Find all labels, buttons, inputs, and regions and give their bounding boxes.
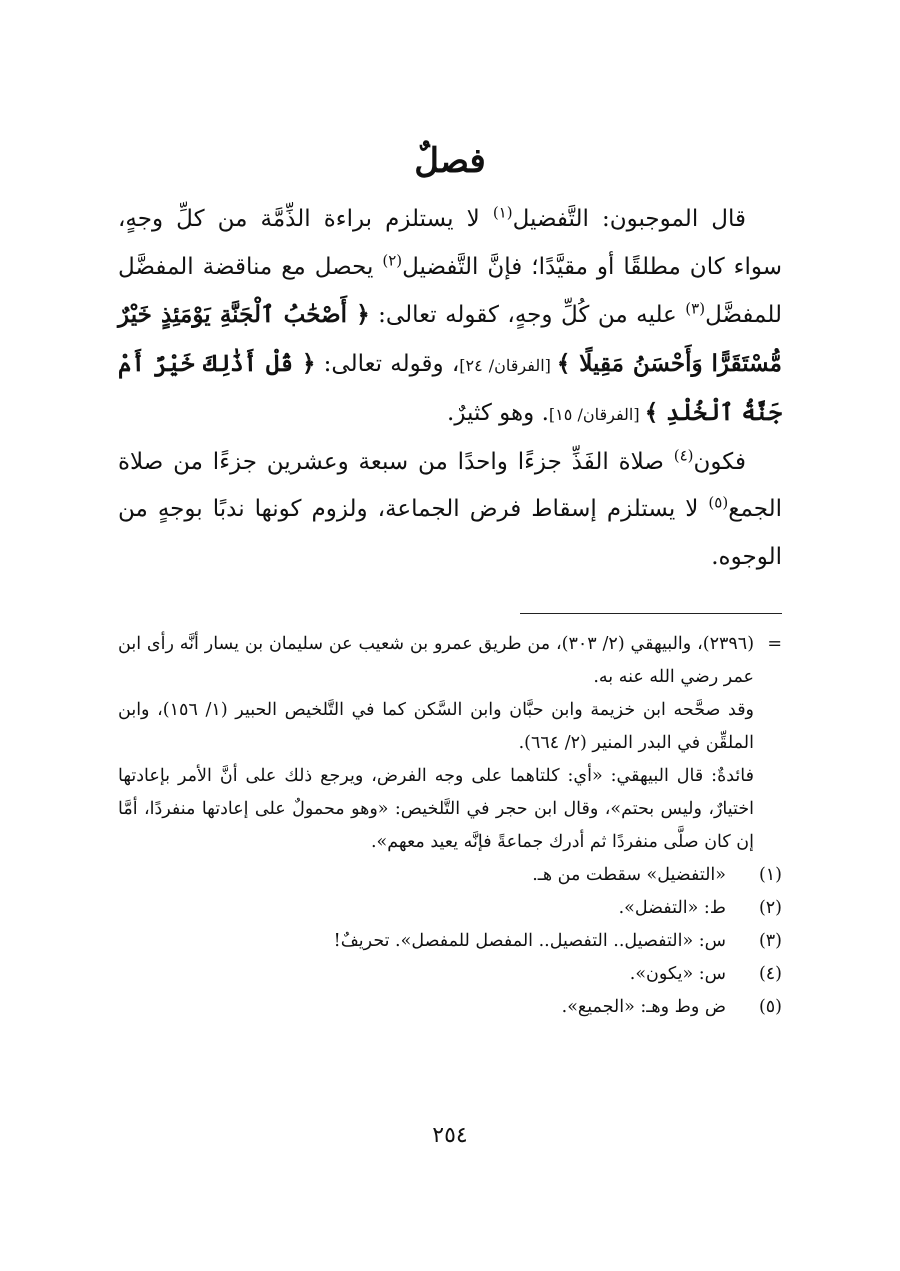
footnote-paragraph: وقد صحَّحه ابن خزيمة وابن حبَّان وابن السَّكن كما في التَّلخيص الحبير (١/ ١٥٦)، وابن الملقِّن في البدر المنير (٢/ ٦٦٤). <box>118 700 755 753</box>
footnote-text: س: «يكون». <box>629 964 726 984</box>
footnote-separator <box>520 613 782 614</box>
footnote-paragraph: (٢٣٩٦)، والبيهقي (٢/ ٣٠٣)، من طريق عمرو بن شعيب عن سليمان بن يسار أنَّه رأى ابن عمر رضي الله عنه به. <box>118 634 755 687</box>
text-run: لا يستلزم براءة الذِّمَّة من كلِّ وجهٍ، سواء كان مطلقًا أو مقيَّدًا؛ فإنَّ التَّفضيل <box>118 206 782 280</box>
continuation-mark: = <box>767 634 782 654</box>
footnote-continuation <box>118 628 782 859</box>
footnote-text: ض وط وهـ: «الجميع». <box>561 997 726 1017</box>
quran-verse: ﴿ أَصْحَٰبُ ٱلْجَنَّةِ يَوْمَئِذٍ خَيْرٌ مُّسْتَقَرًّا وَأَحْسَنُ مَقِيلًا ﴾ <box>118 301 782 377</box>
footnote-text: ط: «التفضل». <box>618 898 726 918</box>
footnote-number: (٤) <box>758 964 782 984</box>
text-run: ، وقوله تعالى: <box>315 350 460 377</box>
text-run: صلاة الفَذِّ جزءًا واحدًا من سبعة وعشرين جزءًا من صلاة الجمع <box>118 448 782 522</box>
footnote-text: س: «التفصيل.. التفصيل.. المفصل للمفصل». تحريفٌ! <box>333 931 726 951</box>
footnote-ref: (٥) <box>708 493 729 512</box>
page-number: ٢٥٤ <box>432 1123 468 1148</box>
footnote-ref: (٣) <box>685 299 706 318</box>
text-run: يحصل مع مناقضة المفضَّل للمفضَّل <box>118 253 782 328</box>
quran-verse: ﴿ قُلْ أَذَٰلِكَ خَيْرٌ أَمْ جَنَّةُ ٱلْخُلْدِ ﴾ <box>118 349 782 426</box>
verse-reference: [الفرقان/ ١٥] <box>548 405 645 424</box>
footnote-ref: (١) <box>492 203 513 222</box>
footnote-number: (١) <box>758 865 782 885</box>
footnote-number: (٢) <box>758 898 782 918</box>
footnote <box>118 991 782 1024</box>
text-run: قال الموجبون: التَّفضيل <box>512 206 746 232</box>
footnotes <box>118 628 782 1024</box>
verse-reference: [الفرقان/ ٢٤] <box>459 355 557 375</box>
text-run: فكون <box>693 448 746 475</box>
text-run: . وهو كثيرٌ. <box>447 400 549 426</box>
footnote-ref: (٤) <box>673 445 694 464</box>
footnote <box>118 892 782 925</box>
footnote-paragraph: فائدةٌ: قال البيهقي: «أي: كلتاهما على وجه الفرض، ويرجع ذلك على أنَّ الأمر بإعادتها اختيارٌ، وليس بحتم»، وقال ابن حجر في التَّلخيص: «وهو محمولٌ على إعادتها منفردًا، أمَّا إن كان صلَّى منفردًا ثم أدرك جماعةً فإنَّه يعيد معهم». <box>118 766 754 852</box>
footnote-ref: (٢) <box>382 250 403 269</box>
paragraph <box>118 196 782 439</box>
text-run: لا يستلزم إسقاط فرض الجماعة، ولزوم كونها ندبًا بوجهٍ من الوجوه. <box>118 496 782 570</box>
footnote-number: (٥) <box>758 997 782 1017</box>
text-run: عليه من كُلِّ وجهٍ، كقوله تعالى: <box>369 302 686 328</box>
footnote-text: «التفضيل» سقطت من هـ. <box>532 865 726 885</box>
main-text <box>118 196 782 581</box>
footnote <box>118 859 782 892</box>
paragraph <box>118 439 782 582</box>
footnote <box>118 958 782 991</box>
section-title: فصلٌ <box>414 141 486 181</box>
footnote <box>118 925 782 958</box>
footnote-number: (٣) <box>758 931 782 951</box>
